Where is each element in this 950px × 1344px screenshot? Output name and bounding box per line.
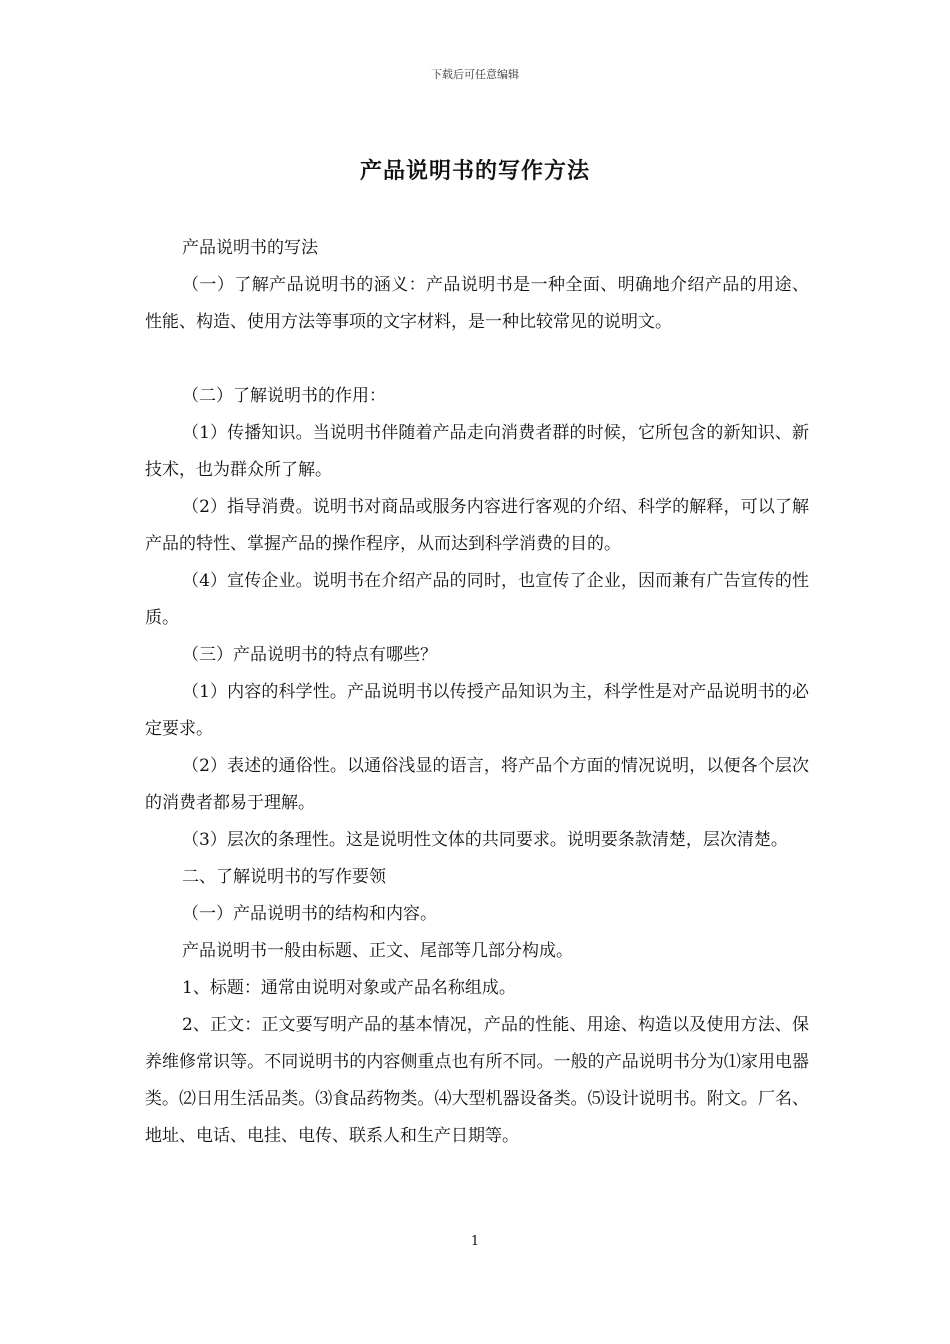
- paragraph-function-2: （2）指导消费。说明书对商品或服务内容进行客观的介绍、科学的解释，可以了解产品的特性、掌握产品的操作程序，从而达到科学消费的目的。: [145, 497, 809, 554]
- paragraph-section-heading: 产品说明书的写法: [182, 238, 318, 258]
- paragraph-body-part: 2、正文：正文要写明产品的基本情况，产品的性能、用途、构造以及使用方法、保养维修常识等。不同说明书的内容侧重点也有所不同。一般的产品说明书分为⑴家用电器类。⑵日用生活品类。⑶食品药物类。⑷大型机器设备类。⑸设计说明书。附文。厂名、地址、电话、电挂、电传、联系人和生产日期等。: [145, 1015, 809, 1146]
- paragraph-definition: （一）了解产品说明书的涵义：产品说明书是一种全面、明确地介绍产品的用途、性能、构造、使用方法等事项的文字材料，是一种比较常见的说明文。: [145, 275, 809, 332]
- paragraph-structure-intro: 产品说明书一般由标题、正文、尾部等几部分构成。: [182, 941, 573, 961]
- blank-line: [145, 341, 809, 378]
- paragraph-writing-essentials-heading: 二、了解说明书的写作要领: [182, 867, 386, 887]
- paragraph-function-heading: （二）了解说明书的作用：: [182, 386, 386, 406]
- paragraph-function-1: （1）传播知识。当说明书伴随着产品走向消费者群的时候，它所包含的新知识、新技术，也为群众所了解。: [145, 423, 809, 480]
- document-title: 产品说明书的写作方法: [359, 158, 590, 184]
- paragraph-feature-2: （2）表述的通俗性。以通俗浅显的语言，将产品个方面的情况说明，以便各个层次的消费者都易于理解。: [145, 756, 809, 813]
- page-number: 1: [470, 1234, 480, 1249]
- document-body: [145, 230, 809, 1155]
- page-header-note: 下载后可任意编辑: [431, 68, 519, 81]
- paragraph-features-heading: （三）产品说明书的特点有哪些？: [182, 645, 437, 665]
- paragraph-feature-1: （1）内容的科学性。产品说明书以传授产品知识为主，科学性是对产品说明书的必定要求。: [145, 682, 809, 739]
- paragraph-structure-heading: （一）产品说明书的结构和内容。: [182, 904, 437, 924]
- paragraph-function-4: （4）宣传企业。说明书在介绍产品的同时，也宣传了企业，因而兼有广告宣传的性质。: [145, 571, 809, 628]
- paragraph-feature-3: （3）层次的条理性。这是说明性文体的共同要求。说明要条款清楚，层次清楚。: [182, 830, 788, 850]
- paragraph-title-part: 1、标题：通常由说明对象或产品名称组成。: [182, 978, 516, 998]
